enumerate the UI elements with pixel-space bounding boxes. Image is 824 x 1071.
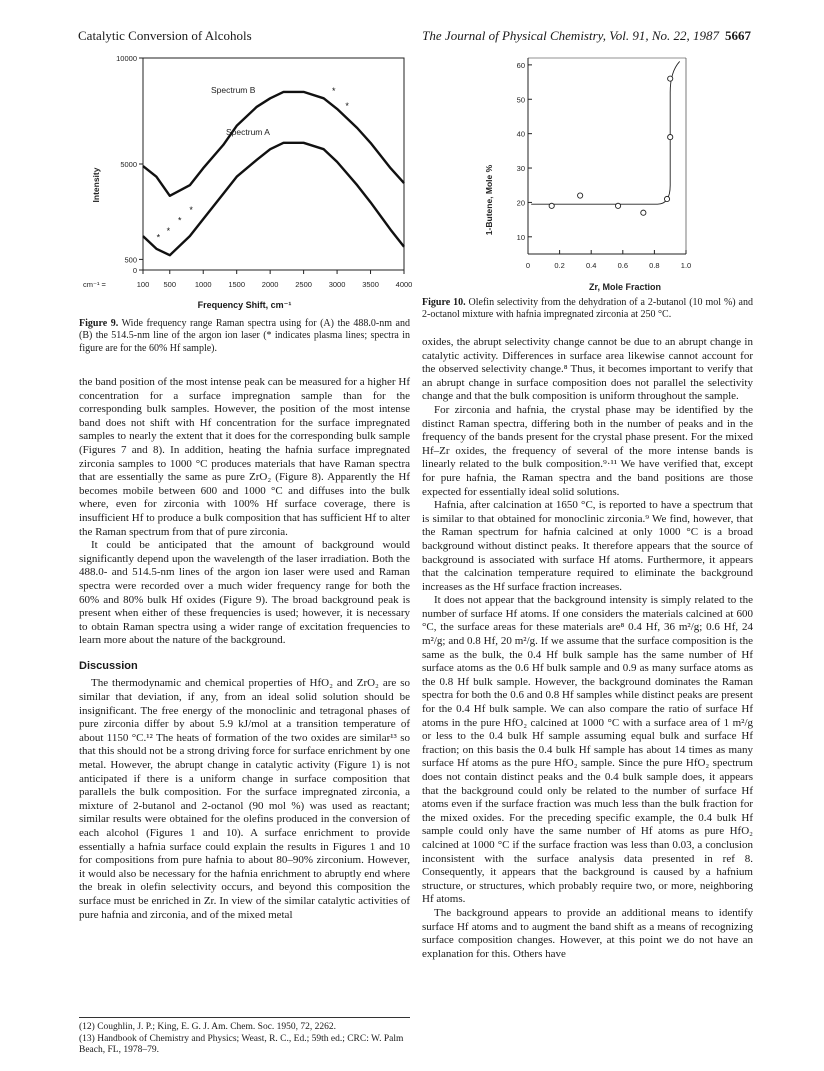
figure-10-caption-text: Olefin selectivity from the dehydration of a 2-butanol (10 mol %) and 2-octanol mixture with hafnia impregnated zirconia at 250 °C.	[422, 297, 753, 321]
reference-12: (12) Coughlin, J. P.; King, E. G. J. Am. Chem. Soc. 1950, 72, 2262.	[79, 1022, 337, 1032]
fig9-x-tick-label: 2500	[295, 280, 312, 289]
fig9-plasma-line-star: *	[345, 100, 349, 111]
journal-citation: The Journal of Physical Chemistry, Vol. 91, No. 22, 1987	[422, 28, 719, 43]
fig9-x-tick-label: 500	[163, 280, 177, 289]
fig10-x-tick-label: 0.6	[617, 261, 629, 270]
fig9-series	[143, 92, 404, 255]
fig9-x-tick-label: 2000	[261, 280, 279, 289]
running-header-journal	[422, 28, 751, 44]
fig10-x-tick-label: 0	[525, 261, 531, 270]
fig9-y-tick-label: 500	[124, 255, 137, 265]
body-paragraph: It could be anticipated that the amount of background would significantly depend upon the wavelength of the laser irradiation. Both the 488.0- and 514.5-nm lines of the argon ion laser were used and Raman spectra were recorded over a much wider frequency range for both the 60% and 80% bulk Hf oxides (Figure 9). The broad background peak is present when either of these frequencies is used; however, it is necessary to obtain Raman spectra using a wider range of excitation frequencies to learn more about the nature of the background.	[79, 539, 410, 647]
fig9-frame	[143, 58, 404, 270]
fig9-plasma-line-star: *	[178, 215, 182, 226]
fig9-series-a-line	[143, 143, 404, 255]
fig10-trend-lines	[531, 61, 680, 204]
figure-9-raman-spectra	[79, 50, 413, 295]
body-paragraph: For zirconia and hafnia, the crystal phase may be identified by the distinct Raman spectra, differing both in the number of peaks and in the frequency of the bands present for the crystal phase present. For the mixed Hf–Zr oxides, the frequency of several of the more intense bands is linearly related to the bulk composition.⁹·¹¹ We have verified that, except for pure hafnia, the Raman spectra and the band positions are those expected for essentially ideal solid solutions.	[422, 403, 753, 498]
figure-9-caption-label: Figure 9.	[79, 318, 119, 329]
fig9-series-b-line	[143, 92, 404, 196]
figure-9-caption	[79, 318, 410, 355]
reference-13: (13) Handbook of Chemistry and Physics; Weast, R. C., Ed.; 59th ed.; CRC: W. Palm Beach, FL, 1978–79.	[79, 1033, 404, 1055]
fig10-y-tick-label: 10	[516, 232, 525, 242]
fig9-curve-label-a: Spectrum A	[226, 127, 270, 137]
fig9-y-tick-label: 0	[132, 266, 137, 275]
fig9-x-tick-label: 4000	[395, 280, 413, 289]
running-header-title: Catalytic Conversion of Alcohols	[78, 28, 252, 43]
fig9-axes	[143, 58, 404, 270]
fig9-plasma-line-star: *	[156, 232, 161, 243]
fig10-data-point	[668, 76, 673, 81]
fig9-x-tick-label: 3500	[362, 280, 379, 289]
footnote-rule	[79, 1017, 410, 1018]
left-column-body	[79, 376, 410, 922]
page-number: 5667	[725, 28, 751, 43]
right-column-body	[422, 336, 753, 961]
fig9-x-tick-label: 1000	[194, 280, 212, 289]
figure-10-caption-label: Figure 10.	[422, 297, 466, 308]
fig9-y-tick-label: 10000	[116, 54, 137, 63]
body-paragraph: The thermodynamic and chemical properties of HfO₂ and ZrO₂ are so similar that deviation, if any, from an ideal solid solution should be insignificant. The free energy of the monoclinic and tetragonal phases of pure zirconia differ by about 5.9 kJ/mol at a transition temperature of about 1150 °C.¹² The heats of formation of the two oxides are similar¹³ so that this should not be a strong driving force for surface enrichment by one metal. However, the abrupt change in catalytic activity (Figure 1) is not anticipated if there is a uniform change in surface composition that parallels the bulk composition. For the surface impregnated zirconia, a mixture of 2-butanol and 2-octanol (90 mol %) was used as reactant; similar results were obtained for the olefins produced in the conversion of each alcohol (Figures 1 and 10). A surface enrichment to provide essentially a hafnia surface could explain the results in Figures 1 and 10 for compositions from pure hafnia to about 80–90% zirconium. However, it would also be necessary for the hafnia enrichment to abruptly end where the break in olefin selectivity occurs, and beyond this composition the surface must be enriched in Zr. In view of the similar catalytic activities of pure hafnia and zirconia, and of the mixed metal	[79, 677, 410, 921]
footnote-references	[79, 1017, 410, 1057]
fig9-ticks	[116, 54, 412, 289]
fig9-plasma-line-star: *	[166, 225, 171, 236]
fig10-axes	[528, 58, 686, 254]
figure-10-caption	[422, 297, 753, 322]
fig10-data-point	[664, 196, 669, 201]
body-paragraph: The background appears to provide an additional means to identify surface Hf atoms and to augment the band shift as a means of recognizing surface composition changes. However, at this point we do not have an explanation for this. Others have	[422, 906, 753, 960]
fig10-data-point	[578, 193, 583, 198]
fig10-x-tick-label: 0.2	[554, 261, 565, 270]
fig10-x-tick-label: 1.0	[680, 261, 692, 270]
fig9-y-tick-label: 5000	[120, 160, 137, 169]
fig10-x-tick-label: 0.4	[585, 261, 597, 270]
fig10-trend-line	[531, 61, 680, 204]
fig10-data-point	[668, 134, 673, 139]
fig10-y-tick-label: 60	[516, 60, 525, 70]
fig10-data-point	[641, 210, 646, 215]
fig9-plasma-line-star: *	[189, 204, 193, 215]
fig10-y-tick-label: 30	[516, 164, 525, 174]
section-heading-discussion: Discussion	[79, 659, 138, 672]
fig10-x-axis-label: Zr, Mole Fraction	[588, 282, 662, 292]
fig10-points	[549, 76, 673, 215]
fig10-y-axis-label: 1-Butene, Mole %	[484, 164, 494, 236]
fig9-y-axis-label: Intensity	[91, 167, 101, 203]
figure-10-selectivity-plot	[480, 50, 720, 295]
fig10-y-tick-label: 20	[516, 198, 525, 208]
body-paragraph: oxides, the abrupt selectivity change cannot be due to an abrupt change in catalytic activity. Differences in surface area likewise cannot account for the observed selectivity change.⁸ Thus, it becomes important to verify that an abrupt change in surface composition does not parallel the selectivity change and that the bulk composition is uniform throughout the sample.	[422, 336, 753, 403]
fig10-ticks	[517, 61, 692, 270]
figure-9-caption-text: Wide frequency range Raman spectra using for (A) the 488.0-nm and (B) the 514.5-nm line of the argon ion laser (* indicates plasma lines; spectra in figure are for the 60% Hf sample).	[79, 318, 410, 354]
fig10-y-tick-label: 40	[516, 129, 525, 139]
fig9-plasma-line-star: *	[331, 86, 336, 97]
fig9-x-tick-label: 100	[136, 280, 150, 289]
body-paragraph: Hafnia, after calcination at 1650 °C, is reported to have a spectrum that is similar to that obtained for monoclinic zirconia.⁹ We find, however, that the Raman spectrum for hafnia calcined at only 1000 °C is a broad background without distinct peaks. It therefore appears that the source of background is associated with surface Hf atoms. Furthermore, it appears that the calcination temperature required to eliminate the background increases as the Hf surface fraction increases.	[422, 499, 753, 593]
fig9-x-axis-label: Frequency Shift, cm⁻¹	[197, 300, 292, 310]
fig10-data-point	[615, 203, 620, 208]
fig9-x-tick-label: 3000	[328, 280, 346, 289]
fig10-x-tick-label: 0.8	[649, 261, 660, 270]
fig10-data-point	[549, 203, 554, 208]
fig9-curve-label-b: Spectrum B	[211, 85, 256, 95]
fig10-y-tick-label: 50	[516, 95, 525, 105]
fig9-x-tick-label: 1500	[228, 280, 246, 289]
body-paragraph: the band position of the most intense peak can be measured for a higher Hf concentration for a surface impregnation sample than for the corresponding bulk samples. However, the position of the most intense band does not shift with Hf concentration for the surface impregnated samples to nearly the extent that it does for the corresponding bulk sample (Figures 7 and 8). In addition, heating the hafnia surface impregnated zirconia samples to 1000 °C produces materials that have Raman spectra that are essentially the same as pure ZrO₂ (Figure 8). Apparently the Hf becomes mobile between 600 and 1000 °C and diffuses into the bulk where, even for zirconia with 100% Hf surface coverage, there is insufficient Hf to produce a bulk composition that has sufficient Hf to alter the Raman spectrum from that of pure zirconia.	[79, 376, 410, 538]
body-paragraph: It does not appear that the background intensity is simply related to the number of surface Hf atoms. If one considers the materials calcined at 600 °C, the surface areas for these materials are⁸ 0.4 Hf, 36 m²/g; 0.6 Hf, 24 m²/g; and 0.8 Hf, 20 m²/g. If we assume that the surface composition is the same as the bulk, the 0.4 Hf bulk sample has the same number of Hf surface atoms as the 0.6 Hf bulk sample and 0.9 as many surface atoms as the 0.8 Hf bulk sample. However, the background dominates the Raman spectra for both the 0.6 and 0.8 Hf samples while distinct peaks are present for the 0.4 Hf bulk sample. We can also compare the ratio of surface Hf atoms in the pure HfO₂ calcined at 1000 °C with a surface area of 1 m²/g or less to the 0.4 bulk Hf sample assuming equal bulk and surface Hf fraction; on this basis the 0.4 bulk Hf sample has about 14 times as many surface Hf atoms as the pure HfO₂ sample. Since the pure HfO₂ spectrum does not contain distinct peaks and the 0.4 bulk sample does, it appears that the background could only be related to the number of surface Hf atoms even if the surface fraction was much less than the bulk fraction for the mixed oxides. For the preceding specific example, the 0.4 bulk Hf sample could only have the same number of Hf atoms as pure HfO₂ calcined at 1000 °C if the surface fraction was less than 0.03, a conclusion inconsistent with the surface analysis data presented in ref 8. Consequently, it appears that the background is caused by a hafnium structure, or structures, which probably require two, or more, neighboring Hf atoms.	[422, 594, 753, 906]
fig9-x-tick-prefix: cm⁻¹ =	[83, 280, 106, 289]
